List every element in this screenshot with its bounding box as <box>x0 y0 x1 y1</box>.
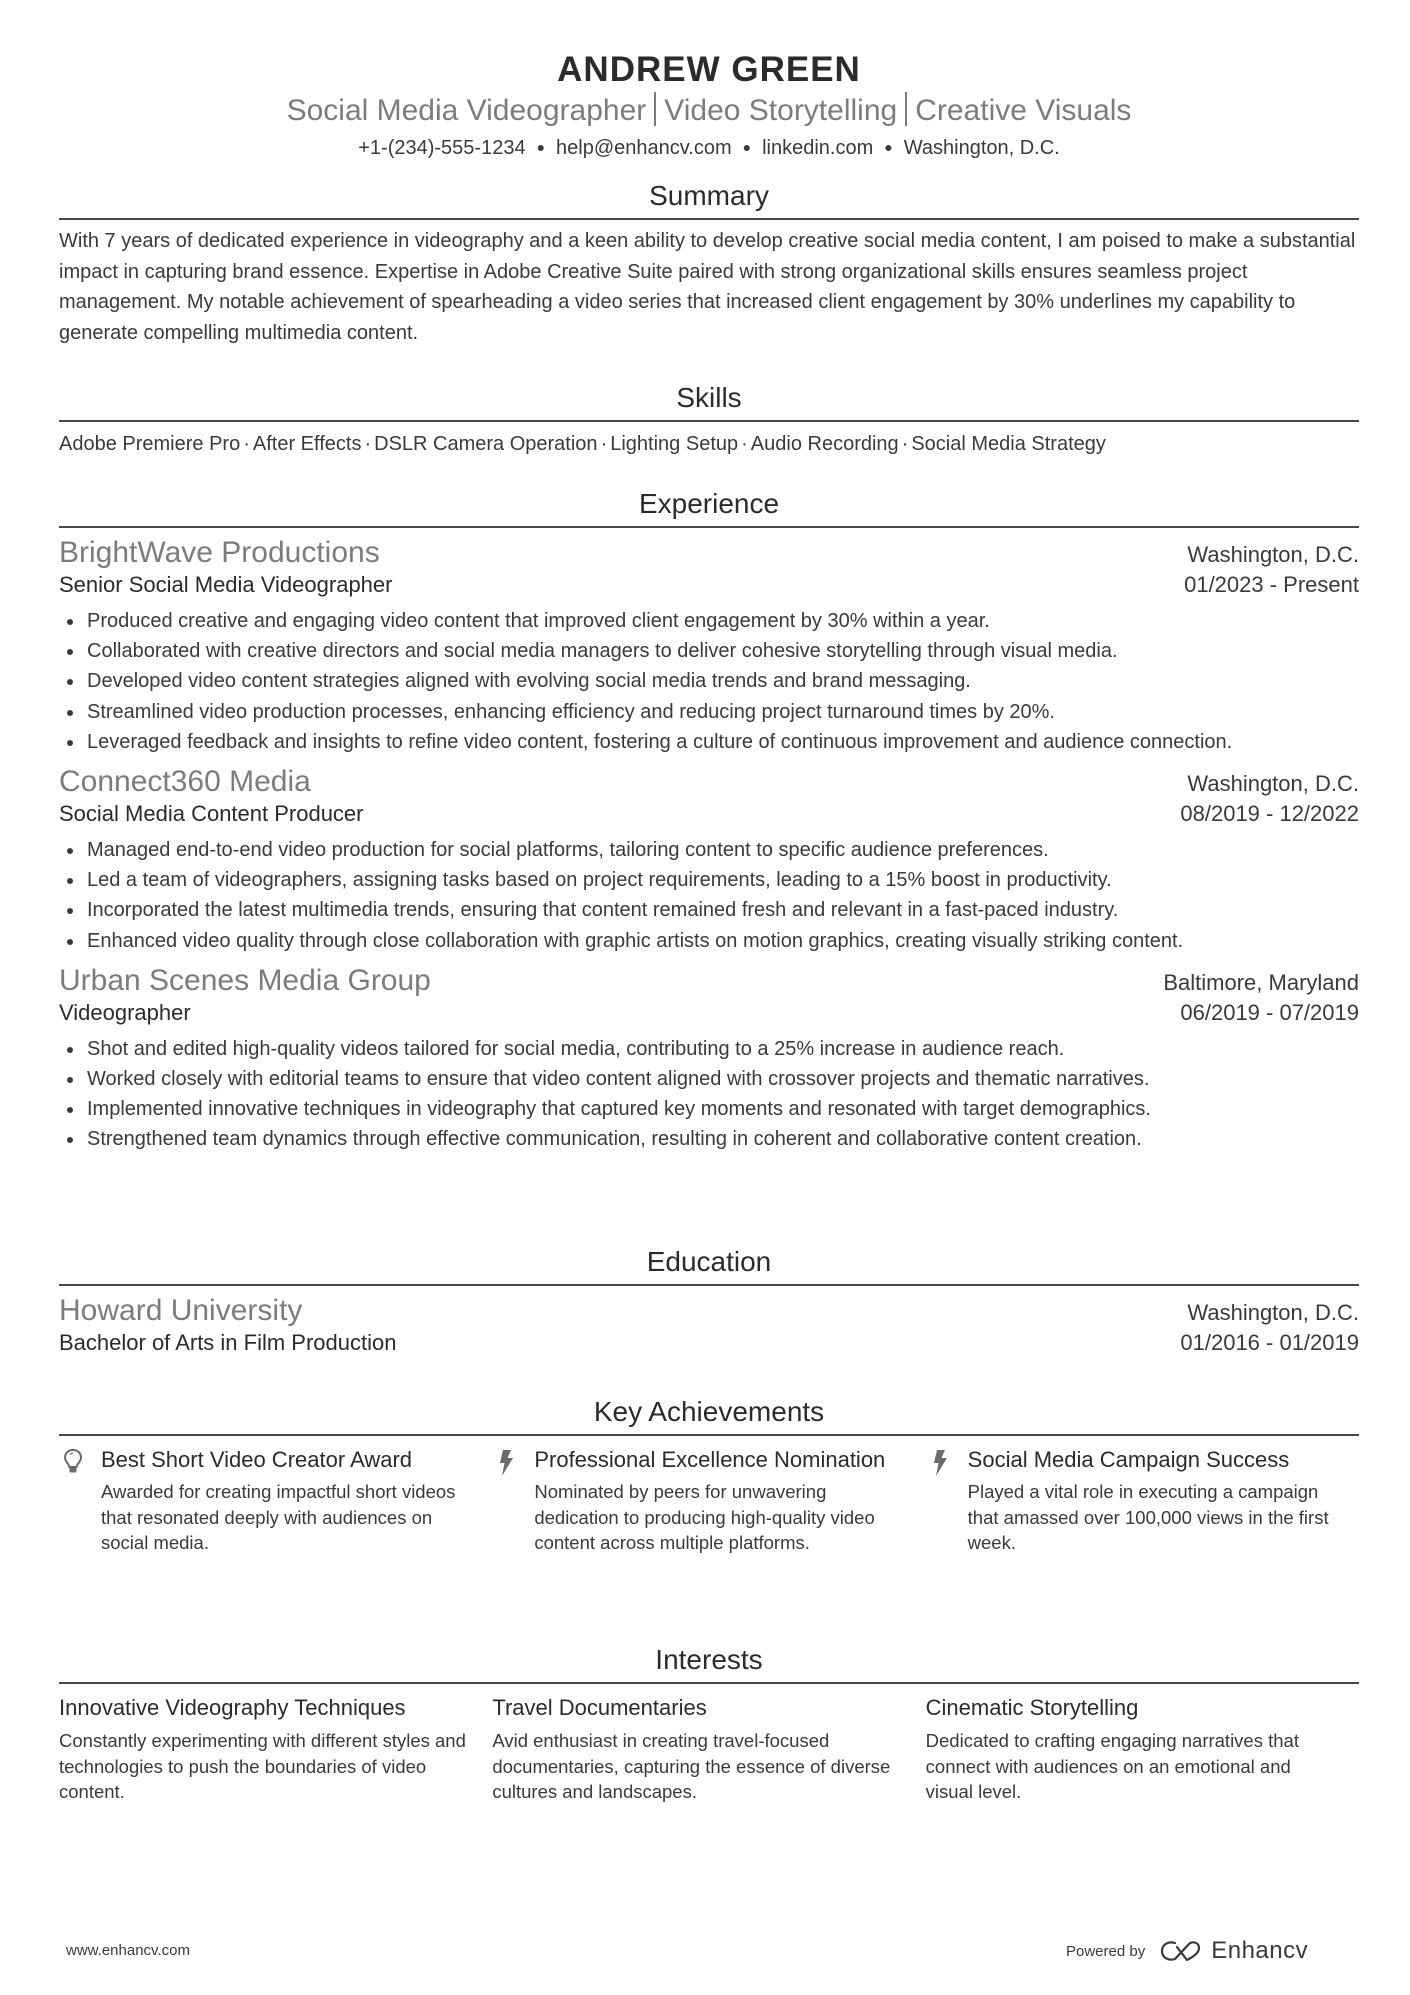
section-title: Interests <box>59 1642 1359 1684</box>
section-title: Key Achievements <box>59 1394 1359 1436</box>
resume-header <box>59 0 1359 162</box>
job-title: Senior Social Media Videographer <box>59 572 393 597</box>
enhancv-logo[interactable] <box>1159 1937 1308 1965</box>
skill-item: DSLR Camera Operation <box>374 433 598 455</box>
achievements-section <box>59 1394 1359 1556</box>
job-location: Washington, D.C. <box>1187 542 1359 567</box>
job-bullets <box>59 1034 1359 1155</box>
tagline-item: Social Media Videographer <box>286 94 647 127</box>
achievement-title: Social Media Campaign Success <box>967 1447 1290 1472</box>
tagline-item: Video Storytelling <box>664 94 898 127</box>
section-title: Experience <box>59 486 1359 528</box>
bullet-item: Incorporated the latest multimedia trends, ensuring that content remained fresh and relevant in a fast-paced industry. <box>59 895 1359 925</box>
summary-text: With 7 years of dedicated experience in videography and a keen ability to develop creative social media content, I am poised to make a substantial impact in capturing brand essence. Expertise in Adobe Creative Suite paired with strong organizational skills ensures seamless project management. My notable achievement of spearheading a video series that increased client engagement by 30% underlines my capability to generate compelling multimedia content. <box>59 230 1356 344</box>
skill-item: Social Media Strategy <box>911 433 1106 455</box>
interest-item <box>59 1690 492 1805</box>
resume-page <box>59 0 1359 1802</box>
skill-separator: · <box>600 433 608 455</box>
location: Washington, D.C. <box>903 137 1060 159</box>
footer-branding <box>1066 1937 1308 1965</box>
achievement-item <box>59 1442 492 1556</box>
company-name: Connect360 Media <box>59 765 311 799</box>
bullet-item: Managed end-to-end video production for social platforms, tailoring content to specific audience preferences. <box>59 835 1359 865</box>
job-entry <box>59 763 1359 956</box>
bullet-separator: ● <box>536 139 546 155</box>
experience-section <box>59 486 1359 1155</box>
job-location: Washington, D.C. <box>1187 771 1359 797</box>
interest-description: Avid enthusiast in creating travel-focused documentaries, capturing the essence of diverse cultures and landscapes. <box>492 1730 891 1802</box>
achievement-item <box>492 1442 925 1556</box>
interest-title: Cinematic Storytelling <box>925 1695 1139 1720</box>
enhancv-logo-icon <box>1159 1939 1203 1963</box>
brand-name: Enhancv <box>1211 1937 1309 1964</box>
linkedin-link[interactable]: linkedin.com <box>762 137 874 159</box>
job-bullets <box>59 835 1359 956</box>
tagline-item: Creative Visuals <box>915 94 1132 127</box>
company-name: Urban Scenes Media Group <box>59 963 431 997</box>
bullet-separator: ● <box>884 139 893 155</box>
skill-item: Audio Recording <box>750 433 899 455</box>
summary-section <box>59 178 1359 348</box>
lightning-icon <box>492 1442 534 1556</box>
achievement-title: Professional Excellence Nomination <box>534 1447 886 1472</box>
contact-info <box>59 133 1359 162</box>
skill-separator: · <box>364 433 372 455</box>
achievement-title: Best Short Video Creator Award <box>101 1447 413 1472</box>
job-bullets <box>59 606 1359 757</box>
bullet-item: Leveraged feedback and insights to refine video content, fostering a culture of continuous improvement and audience connection. <box>59 727 1359 757</box>
skill-separator: · <box>901 433 909 455</box>
bullet-item: Strengthened team dynamics through effective communication, resulting in coherent and collaborative content creation. <box>59 1124 1359 1154</box>
bullet-item: Shot and edited high-quality videos tailored for social media, contributing to a 25% increase in audience reach. <box>59 1034 1359 1064</box>
school-name: Howard University <box>59 1294 303 1327</box>
achievements-grid <box>59 1442 1359 1556</box>
bullet-item: Streamlined video production processes, enhancing efficiency and reducing project turnaround times by 20%. <box>59 697 1359 727</box>
lightbulb-icon <box>59 1442 101 1556</box>
bullet-item: Developed video content strategies aligned with evolving social media trends and brand messaging. <box>59 666 1359 696</box>
section-title: Skills <box>59 380 1359 422</box>
job-location: Baltimore, Maryland <box>1163 969 1359 995</box>
job-entry <box>59 534 1359 757</box>
interest-title: Innovative Videography Techniques <box>59 1695 406 1720</box>
achievement-description: Played a vital role in executing a campaign that amassed over 100,000 views in the first week. <box>967 1481 1329 1553</box>
section-title: Education <box>59 1244 1359 1286</box>
section-title: Summary <box>59 178 1359 220</box>
achievement-description: Awarded for creating impactful short videos that resonated deeply with audiences on social media. <box>101 1481 456 1553</box>
powered-by-label: Powered by <box>1066 1942 1146 1960</box>
bullet-item: Worked closely with editorial teams to ensure that video content aligned with crossover projects and thematic narratives. <box>59 1064 1359 1094</box>
job-entry <box>59 962 1359 1155</box>
interest-item <box>492 1690 925 1805</box>
job-dates: 01/2023 - Present <box>1184 572 1359 597</box>
interest-description: Dedicated to crafting engaging narratives that connect with audiences on an emotional and visual level. <box>925 1730 1299 1802</box>
interest-item <box>926 1690 1359 1805</box>
skill-separator: · <box>243 433 250 455</box>
footer-website-link[interactable]: www.enhancv.com <box>66 1942 190 1959</box>
bullet-separator: ● <box>742 139 752 155</box>
bullet-item: Enhanced video quality through close collaboration with graphic artists on motion graphics, creating visually striking content. <box>59 926 1359 956</box>
job-dates: 06/2019 - 07/2019 <box>1180 999 1359 1025</box>
tagline-divider <box>905 92 907 126</box>
bullet-item: Led a team of videographers, assigning tasks based on project requirements, leading to a 15% boost in productivity. <box>59 865 1359 895</box>
job-title: Social Media Content Producer <box>59 801 364 827</box>
tagline-divider <box>654 92 656 126</box>
job-dates: 08/2019 - 12/2022 <box>1180 801 1359 827</box>
skill-item: Adobe Premiere Pro <box>59 433 241 455</box>
interests-grid <box>59 1690 1359 1805</box>
bullet-item: Produced creative and engaging video content that improved client engagement by 30% within a year. <box>59 606 1359 636</box>
email[interactable]: help@enhancv.com <box>556 137 732 159</box>
company-name: BrightWave Productions <box>59 536 380 569</box>
skills-list <box>59 429 1359 460</box>
bullet-item: Collaborated with creative directors and social media managers to deliver cohesive storytelling through visual media. <box>59 636 1359 666</box>
candidate-name: ANDREW GREEN <box>557 50 861 89</box>
degree: Bachelor of Arts in Film Production <box>59 1330 397 1355</box>
achievement-item <box>926 1442 1359 1556</box>
education-section <box>59 1244 1359 1362</box>
achievement-description: Nominated by peers for unwavering dedication to producing high-quality video content across multiple platforms. <box>534 1481 875 1553</box>
interest-description: Constantly experimenting with different styles and technologies to push the boundaries of video content. <box>59 1730 466 1802</box>
school-location: Washington, D.C. <box>1187 1300 1359 1325</box>
skill-item: Lighting Setup <box>610 433 739 455</box>
skills-section <box>59 380 1359 460</box>
bullet-item: Implemented innovative techniques in videography that captured key moments and resonated with target demographics. <box>59 1094 1359 1124</box>
phone[interactable]: +1-(234)-555-1234 <box>358 137 526 159</box>
interests-section <box>59 1642 1359 1805</box>
education-entry <box>59 1292 1359 1362</box>
education-dates: 01/2016 - 01/2019 <box>1180 1330 1359 1355</box>
tagline <box>59 91 1359 131</box>
job-title: Videographer <box>59 999 191 1025</box>
lightning-icon <box>926 1442 968 1556</box>
interest-title: Travel Documentaries <box>492 1695 707 1720</box>
skill-item: After Effects <box>252 433 362 455</box>
skill-separator: · <box>741 433 748 455</box>
